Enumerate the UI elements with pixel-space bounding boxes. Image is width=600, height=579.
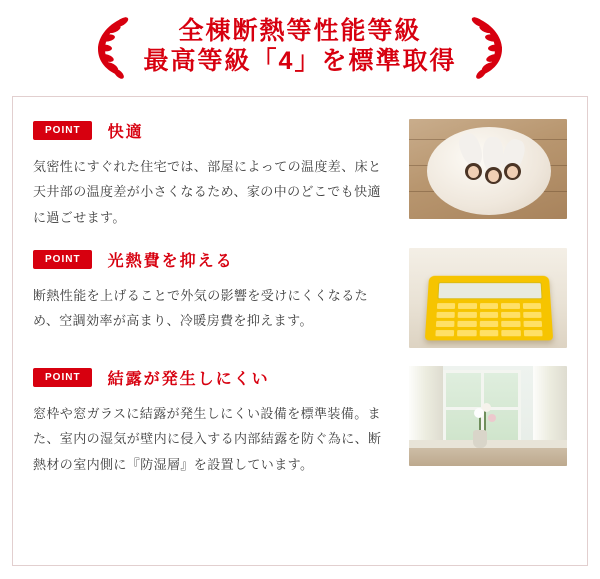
yellow-calculator-photo bbox=[409, 248, 567, 348]
point-row bbox=[33, 248, 567, 348]
point-body: 断熱性能を上げることで外気の影響を受けにくくなるため、空調効率が高まり、冷暖房費を抑えます。 bbox=[33, 288, 369, 329]
point-heading bbox=[33, 119, 391, 142]
header-title-line2: 最高等級「4」を標準取得 bbox=[143, 47, 457, 75]
point-body: 気密性にすぐれた住宅では、部屋によっての温度差、床と天井部の温度差が小さくなるため、家の中のどこでも快適に過ごせます。 bbox=[33, 159, 382, 225]
header-title-line1: 全棟断熱等性能等級 bbox=[178, 16, 422, 45]
window-with-flowers-photo bbox=[409, 366, 567, 466]
point-body: 窓枠や窓ガラスに結露が発生しにくい設備を標準装備。また、室内の湿気が壁内に侵入する内部結露を防ぐ為に、断熱材の室内側に『防湿層』を設置しています。 bbox=[33, 406, 382, 472]
point-title: 結露が発生しにくい bbox=[107, 371, 270, 389]
point-heading bbox=[33, 248, 391, 271]
header-titles bbox=[144, 16, 457, 77]
point-heading bbox=[33, 366, 391, 389]
point-badge: POINT bbox=[33, 121, 92, 140]
laurel-branch-icon bbox=[92, 13, 134, 79]
point-text bbox=[33, 366, 391, 477]
header-inner bbox=[92, 13, 509, 79]
point-badge: POINT bbox=[33, 368, 92, 387]
laurel-branch-icon bbox=[466, 13, 508, 79]
point-text bbox=[33, 248, 391, 334]
family-lying-on-rug-photo bbox=[409, 119, 567, 219]
point-row bbox=[33, 366, 567, 477]
point-title: 光熱費を抑える bbox=[107, 253, 234, 271]
point-title: 快適 bbox=[107, 124, 144, 141]
point-text bbox=[33, 119, 391, 230]
points-card bbox=[12, 96, 588, 566]
point-row bbox=[33, 119, 567, 230]
point-badge: POINT bbox=[33, 250, 92, 269]
page-header bbox=[0, 0, 600, 92]
points-list bbox=[13, 97, 587, 477]
